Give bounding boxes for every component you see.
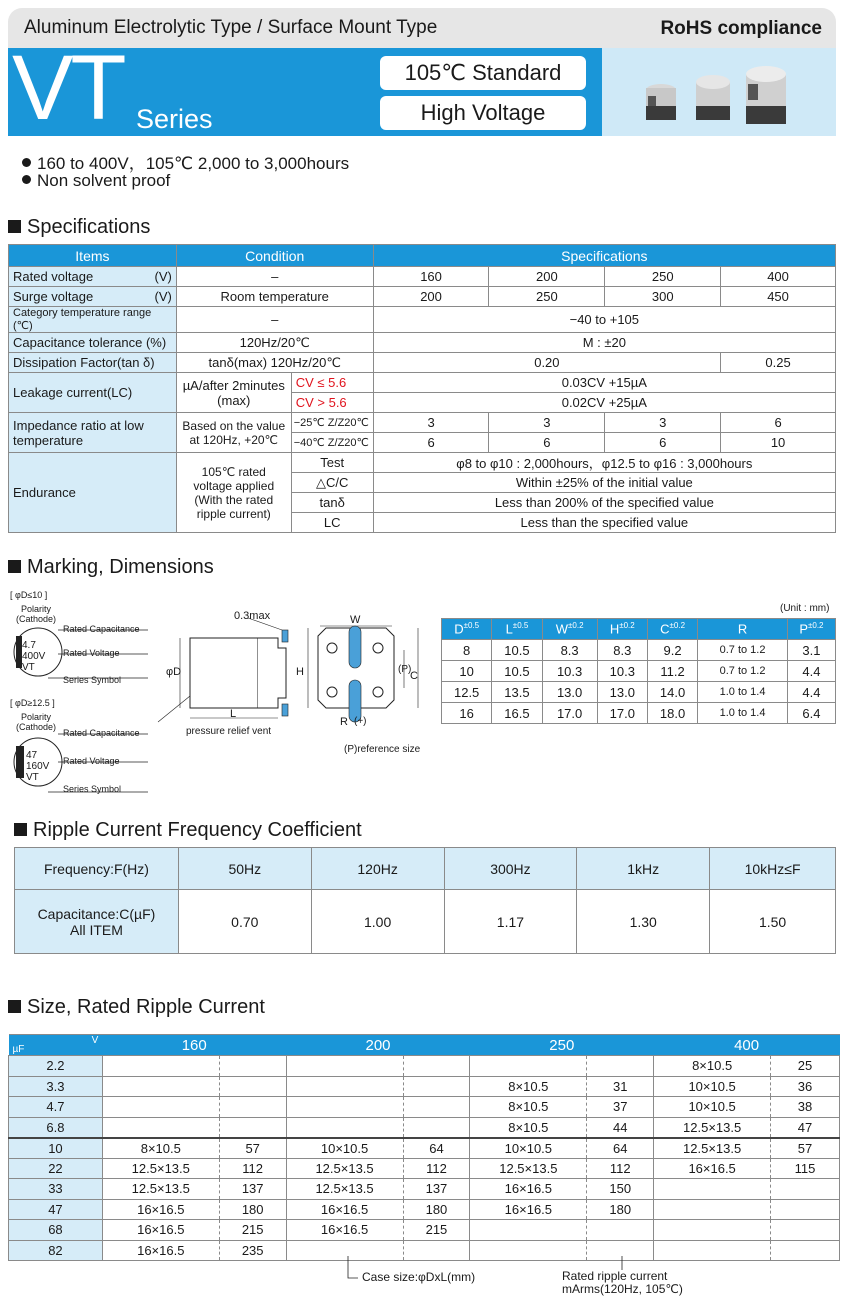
ripple-cell: 64	[587, 1138, 654, 1159]
dim-row	[442, 640, 836, 661]
ripple-cell: 57	[219, 1138, 286, 1159]
dim-cell: 13.5	[492, 682, 542, 703]
specifications-table	[8, 244, 836, 533]
dim-label: W	[350, 614, 361, 626]
marking-diagram	[8, 588, 438, 803]
cell: 0.20	[373, 353, 720, 373]
vent-label: pressure relief vent	[186, 726, 272, 737]
cell: Based on the value at 120Hz, +20℃	[176, 413, 291, 453]
dim-header: R	[698, 619, 788, 640]
cell: 400	[721, 267, 836, 287]
ripple-cell: 112	[403, 1158, 470, 1179]
case-size-cell	[102, 1117, 219, 1138]
note-ripple: Rated ripple current mArms(120Hz, 105℃)	[562, 1269, 683, 1296]
cell: Within ±25% of the initial value	[373, 473, 835, 493]
cell: 0.25	[721, 353, 836, 373]
case-size-cell: 8×10.5	[102, 1138, 219, 1159]
cell: △C/C	[291, 473, 373, 493]
size-row	[9, 1097, 840, 1118]
dim-cell: 11.2	[647, 661, 697, 682]
case-size-cell	[102, 1097, 219, 1118]
case-size-cell	[286, 1117, 403, 1138]
dim-cell: 16.5	[492, 703, 542, 724]
corner-cell: V µF	[9, 1035, 103, 1056]
header	[8, 8, 836, 139]
ripple-cell: 150	[587, 1179, 654, 1200]
cap-cell: 22	[9, 1158, 103, 1179]
case-size-cell	[286, 1097, 403, 1118]
dim-cell: 8.3	[597, 640, 647, 661]
ripple-cell: 47	[771, 1117, 840, 1138]
dim-cell: 8.3	[542, 640, 597, 661]
freq-cell: 120Hz	[311, 848, 444, 890]
cap-cell: 4.7	[9, 1097, 103, 1118]
coef-cell: 1.17	[444, 890, 577, 954]
ripple-cell: 44	[587, 1117, 654, 1138]
rated-volt-label: Rated Voltage	[63, 756, 120, 766]
section-title-ripple: Ripple Current Frequency Coefficient	[14, 819, 362, 842]
ripple-cell: 31	[587, 1076, 654, 1097]
ripple-cell: 112	[587, 1158, 654, 1179]
dim-cell: 8	[442, 640, 492, 661]
ripple-cell: 215	[219, 1220, 286, 1241]
case-size-cell: 10×10.5	[654, 1076, 771, 1097]
ripple-cell	[403, 1117, 470, 1138]
dim-cell: 14.0	[647, 682, 697, 703]
ripple-cell: 112	[219, 1158, 286, 1179]
small-case-label: [ φD≤10 ]	[10, 590, 48, 600]
small-marking-text: 4.7 400V VT	[22, 640, 46, 673]
ripple-cell: 37	[587, 1097, 654, 1118]
ripple-cell	[587, 1220, 654, 1241]
case-size-cell: 16×16.5	[102, 1199, 219, 1220]
dim-row	[442, 682, 836, 703]
note-case-size: Case size:φDxL(mm)	[362, 1270, 476, 1284]
size-row	[9, 1076, 840, 1097]
rated-volt-label: Rated Voltage	[63, 648, 120, 658]
section-title-marking: Marking, Dimensions	[8, 556, 214, 579]
cap-cell: 6.8	[9, 1117, 103, 1138]
dim-cell: 1.0 to 1.4	[698, 703, 788, 724]
case-size-cell: 10×10.5	[654, 1097, 771, 1118]
dim-cell: 13.0	[542, 682, 597, 703]
volt-header: 160	[102, 1035, 286, 1056]
series-word: Series	[136, 104, 213, 134]
cell: 200	[489, 267, 605, 287]
ripple-cell	[771, 1179, 840, 1200]
tag-105c-standard: 105℃ Standard	[380, 56, 586, 90]
section-title-specifications: Specifications	[8, 216, 150, 239]
large-marking-text: 47 160V VT	[26, 750, 50, 783]
ripple-cell: 137	[403, 1179, 470, 1200]
ripple-cell	[403, 1097, 470, 1118]
cell: 6	[373, 433, 489, 453]
row-label-surge-voltage: Surge voltage (V)	[9, 287, 177, 307]
row-label-category-temp: Category temperature range (℃)	[9, 307, 177, 333]
dim-cell: 10.3	[597, 661, 647, 682]
dim-cell: 10.5	[492, 640, 542, 661]
rohs-label: RoHS compliance	[660, 18, 822, 39]
freq-cell: 300Hz	[444, 848, 577, 890]
cell: 450	[721, 287, 836, 307]
dim-header: $W^{\pm 0.2}$	[542, 619, 597, 640]
cell: –	[176, 267, 373, 287]
dim-label: (+)	[354, 716, 367, 727]
case-size-cell: 10×10.5	[470, 1138, 587, 1159]
pref-label: (P)reference size	[344, 744, 421, 755]
rated-cap-label: Rated Capacitance	[63, 624, 140, 634]
cell: 160	[373, 267, 489, 287]
ripple-cell	[219, 1097, 286, 1118]
th-specifications: Specifications	[373, 245, 835, 267]
dim-cell: 16	[442, 703, 492, 724]
ripple-cell: 64	[403, 1138, 470, 1159]
dim-label: C	[410, 670, 418, 682]
case-size-cell	[654, 1179, 771, 1200]
series-code: VT	[12, 37, 124, 139]
case-size-cell: 12.5×13.5	[286, 1179, 403, 1200]
case-size-cell: 16×16.5	[102, 1240, 219, 1261]
row-label-endurance: Endurance	[9, 453, 177, 533]
cell: 6	[489, 433, 605, 453]
row-label-leakage: Leakage current(LC)	[9, 373, 177, 413]
cell: φ8 to φ10 : 2,000hours，φ12.5 to φ16 : 3,000hours	[373, 453, 835, 473]
th-items: Items	[9, 245, 177, 267]
dim-row	[442, 661, 836, 682]
dim-cell: 4.4	[787, 661, 835, 682]
ripple-cell: 180	[403, 1199, 470, 1220]
freq-cell: 1kHz	[577, 848, 710, 890]
case-size-cell	[654, 1220, 771, 1241]
size-row	[9, 1199, 840, 1220]
ripple-coefficient-table	[14, 847, 836, 954]
cell: 0.03CV +15µA	[373, 373, 835, 393]
cell: 6	[721, 413, 836, 433]
size-row	[9, 1056, 840, 1077]
dimension-table	[441, 618, 836, 724]
dim-label: 0.3max	[234, 610, 271, 622]
ripple-cell	[771, 1240, 840, 1261]
volt-header: 200	[286, 1035, 470, 1056]
dim-label: (P)	[398, 664, 412, 675]
dim-header: $D^{\pm 0.5}$	[442, 619, 492, 640]
dim-header: $L^{\pm 0.5}$	[492, 619, 542, 640]
dim-header: $H^{\pm 0.2}$	[597, 619, 647, 640]
coef-cell: 1.30	[577, 890, 710, 954]
unit-label: (Unit : mm)	[780, 603, 830, 614]
ripple-cell: 137	[219, 1179, 286, 1200]
cell: 105℃ rated voltage applied (With the rated ripple current)	[176, 453, 291, 533]
ripple-cell	[219, 1076, 286, 1097]
case-size-cell	[654, 1199, 771, 1220]
dim-cell: 4.4	[787, 682, 835, 703]
cap-label: Capacitance:C(µF) All ITEM	[15, 890, 179, 954]
case-size-cell: 12.5×13.5	[470, 1158, 587, 1179]
case-size-cell: 8×10.5	[470, 1076, 587, 1097]
ripple-cell: 180	[219, 1199, 286, 1220]
dim-label: H	[296, 666, 304, 678]
th-condition: Condition	[176, 245, 373, 267]
size-ripple-table	[8, 1034, 840, 1261]
case-size-cell: 16×16.5	[102, 1220, 219, 1241]
dim-cell: 17.0	[597, 703, 647, 724]
dim-cell: 0.7 to 1.2	[698, 661, 788, 682]
row-label-cap-tolerance: Capacitance tolerance (%)	[9, 333, 177, 353]
cap-cell: 3.3	[9, 1076, 103, 1097]
freq-cell: 10kHz≤F	[710, 848, 836, 890]
dim-label: L	[230, 708, 237, 720]
dim-cell: 18.0	[647, 703, 697, 724]
series-symbol-label: Series Symbol	[63, 675, 122, 685]
case-size-cell	[470, 1056, 587, 1077]
dim-cell: 12.5	[442, 682, 492, 703]
cell: tanδ	[291, 493, 373, 513]
polarity-label: Polarity (Cathode)	[15, 604, 57, 624]
cell: 250	[605, 267, 721, 287]
cap-cell: 33	[9, 1179, 103, 1200]
dim-label: φD	[166, 666, 182, 678]
case-size-cell: 16×16.5	[470, 1179, 587, 1200]
dim-cell: 0.7 to 1.2	[698, 640, 788, 661]
rated-cap-label: Rated Capacitance	[63, 728, 140, 738]
case-size-cell: 8×10.5	[470, 1097, 587, 1118]
size-row	[9, 1158, 840, 1179]
ripple-cell	[403, 1076, 470, 1097]
cell: M : ±20	[373, 333, 835, 353]
ripple-cell: 235	[219, 1240, 286, 1261]
dim-cell: 3.1	[787, 640, 835, 661]
feature-text: 160 to 400V，105℃ 2,000 to 3,000hours	[37, 154, 350, 173]
cell: tanδ(max) 120Hz/20℃	[176, 353, 373, 373]
dim-label: R	[340, 716, 348, 728]
header-subtitle: Aluminum Electrolytic Type / Surface Mount Type	[24, 17, 438, 38]
product-photo-area	[602, 48, 836, 136]
ripple-cell	[219, 1056, 286, 1077]
section-title-size: Size, Rated Ripple Current	[8, 996, 265, 1019]
case-size-cell: 12.5×13.5	[102, 1179, 219, 1200]
dim-row	[442, 703, 836, 724]
case-size-cell	[102, 1076, 219, 1097]
volt-header: 400	[654, 1035, 840, 1056]
feature-item	[22, 171, 170, 191]
case-size-cell: 12.5×13.5	[102, 1158, 219, 1179]
dim-cell: 6.4	[787, 703, 835, 724]
ripple-cell: 36	[771, 1076, 840, 1097]
case-size-cell: 8×10.5	[654, 1056, 771, 1077]
case-size-cell	[654, 1240, 771, 1261]
coef-cell: 1.50	[710, 890, 836, 954]
freq-label: Frequency:F(Hz)	[15, 848, 179, 890]
case-size-cell: 12.5×13.5	[654, 1138, 771, 1159]
ripple-cell: 57	[771, 1138, 840, 1159]
cell: 10	[721, 433, 836, 453]
row-label-rated-voltage: Rated voltage (V)	[9, 267, 177, 287]
case-size-cell: 8×10.5	[470, 1117, 587, 1138]
case-size-cell	[470, 1220, 587, 1241]
capacitor-photo-icon	[602, 48, 836, 136]
case-size-cell	[102, 1056, 219, 1077]
polarity-label: Polarity (Cathode)	[15, 712, 57, 732]
cell: Less than 200% of the specified value	[373, 493, 835, 513]
cell: −40 to +105	[373, 307, 835, 333]
ripple-cell	[771, 1220, 840, 1241]
size-row	[9, 1138, 840, 1159]
cell: CV ≤ 5.6	[291, 373, 373, 393]
cell: −25℃ Z/Z20℃	[291, 413, 373, 433]
cell: 250	[489, 287, 605, 307]
size-row	[9, 1117, 840, 1138]
dim-cell: 13.0	[597, 682, 647, 703]
case-size-cell: 10×10.5	[286, 1138, 403, 1159]
ripple-cell	[587, 1056, 654, 1077]
dim-header: $P^{\pm 0.2}$	[787, 619, 835, 640]
coef-cell: 1.00	[311, 890, 444, 954]
dim-cell: 10	[442, 661, 492, 682]
cell: Room temperature	[176, 287, 373, 307]
row-label-dissipation: Dissipation Factor(tan δ)	[9, 353, 177, 373]
case-size-cell: 16×16.5	[470, 1199, 587, 1220]
cell: 300	[605, 287, 721, 307]
coef-cell: 0.70	[178, 890, 311, 954]
cap-cell: 2.2	[9, 1056, 103, 1077]
cell: 6	[605, 433, 721, 453]
ripple-cell: 115	[771, 1158, 840, 1179]
cell: 3	[605, 413, 721, 433]
ripple-cell	[219, 1117, 286, 1138]
ripple-cell: 25	[771, 1056, 840, 1077]
dim-cell: 9.2	[647, 640, 697, 661]
cell: 3	[373, 413, 489, 433]
cell: 0.02CV +25µA	[373, 393, 835, 413]
dim-cell: 17.0	[542, 703, 597, 724]
ripple-cell: 180	[587, 1199, 654, 1220]
size-row	[9, 1220, 840, 1241]
case-size-cell: 16×16.5	[654, 1158, 771, 1179]
volt-header: 250	[470, 1035, 654, 1056]
ripple-cell	[771, 1199, 840, 1220]
cap-cell: 47	[9, 1199, 103, 1220]
series-symbol-label: Series Symbol	[63, 784, 122, 794]
cell: LC	[291, 513, 373, 533]
case-size-cell	[286, 1056, 403, 1077]
large-case-label: [ φD≥12.5 ]	[10, 698, 55, 708]
freq-cell: 50Hz	[178, 848, 311, 890]
case-size-cell: 12.5×13.5	[654, 1117, 771, 1138]
case-size-cell	[286, 1076, 403, 1097]
cell: µA/after 2minutes (max)	[176, 373, 291, 413]
dimension-drawing	[8, 588, 438, 803]
size-row	[9, 1179, 840, 1200]
cell: Test	[291, 453, 373, 473]
feature-text: Non solvent proof	[37, 171, 171, 190]
row-label-impedance: Impedance ratio at low temperature	[9, 413, 177, 453]
ripple-cell: 38	[771, 1097, 840, 1118]
cell: 120Hz/20℃	[176, 333, 373, 353]
cap-cell: 82	[9, 1240, 103, 1261]
case-size-cell: 16×16.5	[286, 1199, 403, 1220]
case-size-cell: 16×16.5	[286, 1220, 403, 1241]
dim-cell: 10.5	[492, 661, 542, 682]
cell: –	[176, 307, 373, 333]
cell: Less than the specified value	[373, 513, 835, 533]
tag-high-voltage: High Voltage	[380, 96, 586, 130]
ripple-cell	[403, 1056, 470, 1077]
cap-cell: 68	[9, 1220, 103, 1241]
ripple-cell: 215	[403, 1220, 470, 1241]
dim-header: $C^{\pm 0.2}$	[647, 619, 697, 640]
dim-cell: 10.3	[542, 661, 597, 682]
cell: 3	[489, 413, 605, 433]
dim-cell: 1.0 to 1.4	[698, 682, 788, 703]
cap-cell: 10	[9, 1138, 103, 1159]
cell: CV > 5.6	[291, 393, 373, 413]
cell: −40℃ Z/Z20℃	[291, 433, 373, 453]
case-size-cell: 12.5×13.5	[286, 1158, 403, 1179]
cell: 200	[373, 287, 489, 307]
